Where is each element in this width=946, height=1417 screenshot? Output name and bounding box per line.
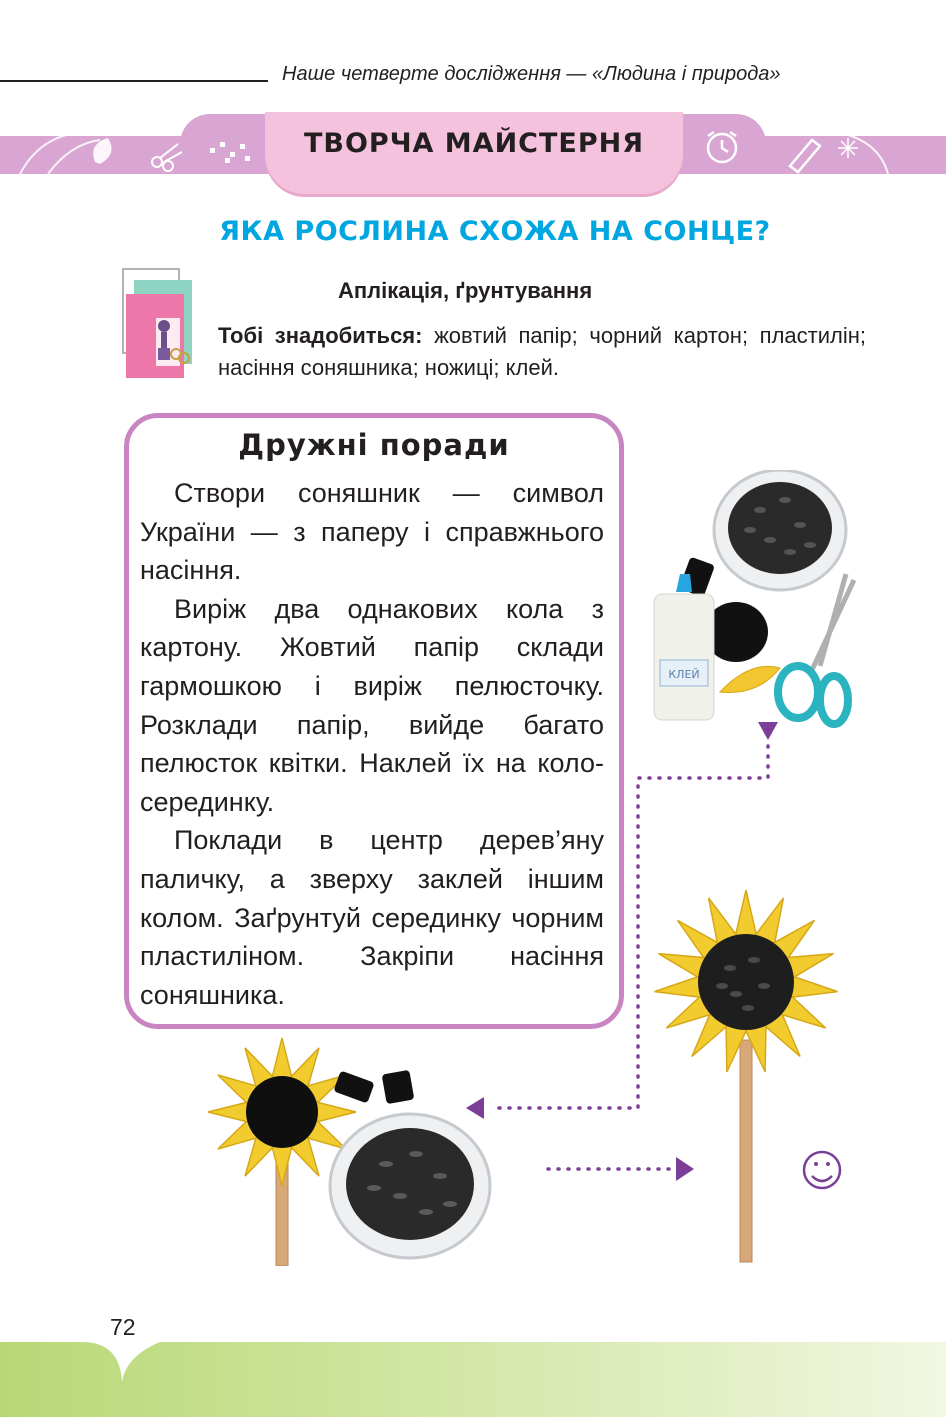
- activity-subtitle: Аплікація, ґрунтування: [338, 278, 593, 303]
- process-photo: [196, 1036, 550, 1266]
- sunflower-center: [698, 934, 794, 1030]
- tips-title: Дружні поради: [238, 428, 510, 462]
- wooden-stick: [740, 1040, 752, 1262]
- tips-paragraph: Поклади в центр дерев’яну паличку, а зверху заклей іншим колом. Заґрунтуй серединку чорним пластиліном. Закріпи насіння соняшника.: [140, 825, 604, 1010]
- glue-label: КЛЕЙ: [668, 668, 700, 681]
- materials-label: Тобі знадобиться:: [218, 323, 423, 348]
- page-number: 72: [110, 1314, 136, 1340]
- footer-green-band: [0, 1342, 946, 1417]
- tips-paragraph: Виріж два однакових кола з картону. Жовтий папір склади гармошкою і виріж пелюсточку. Розклади папір, вийде багато пелюсток квітки. Наклей їх на коло-серединку.: [140, 593, 604, 817]
- tips-paragraph: Створи соняшник — символ України — з паперу і справжнього насіння.: [140, 478, 604, 586]
- plasticine-piece: [333, 1071, 374, 1104]
- finished-sunflower-photo: [640, 890, 876, 1270]
- materials-text: жовтий папір; чорний картон; пластилін; насіння соняшника; ножиці; клей.: [218, 323, 866, 380]
- section-tab-label: ТВОРЧА МАЙСТЕРНЯ: [303, 128, 645, 159]
- sunflower-center: [246, 1076, 318, 1148]
- plasticine-piece: [382, 1070, 415, 1104]
- arrow-down: [758, 722, 778, 740]
- running-title: Наше четверте дослідження — «Людина і природа»: [282, 63, 781, 85]
- activity-title: ЯКА РОСЛИНА СХОЖА НА СОНЦЕ?: [219, 216, 771, 247]
